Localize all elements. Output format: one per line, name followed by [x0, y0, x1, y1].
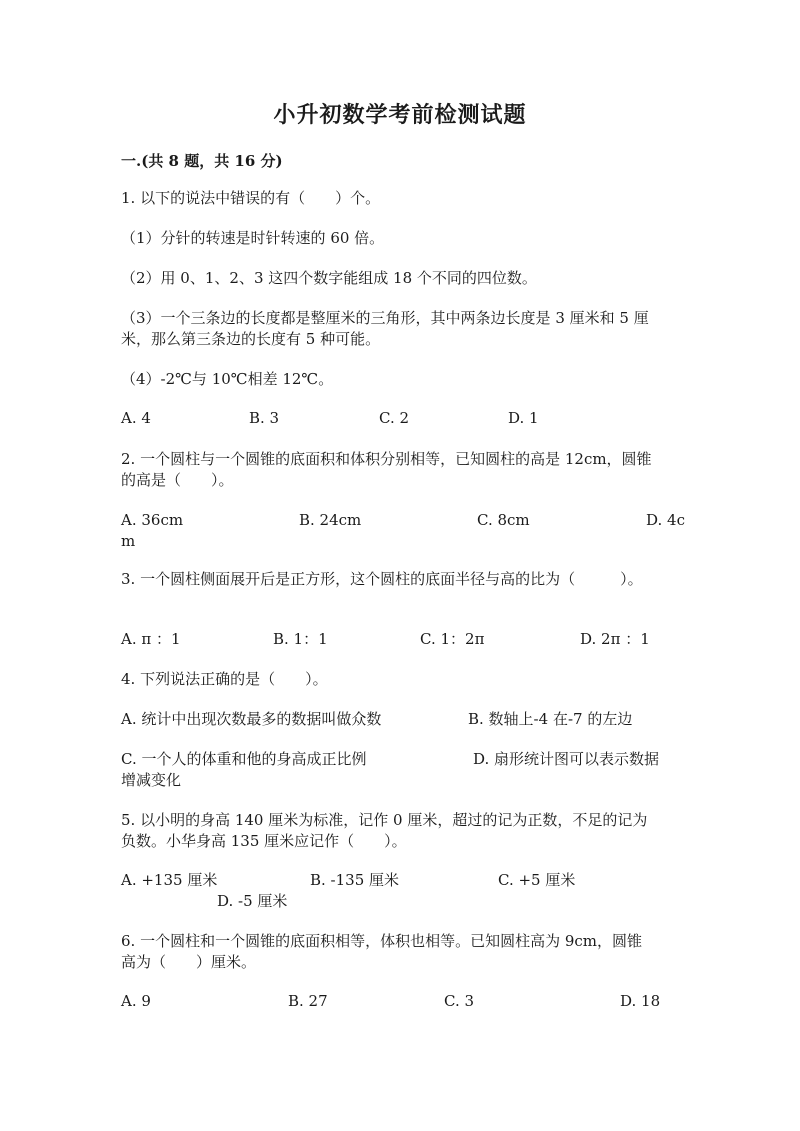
question-4-option-c: C. 一个人的体重和他的身高成正比例 — [121, 750, 367, 768]
question-1-option-d: D. 1 — [508, 409, 539, 427]
question-2-option-c: C. 8cm — [477, 511, 530, 529]
question-1-statement-1: （1）分针的转速是时针转速的 60 倍。 — [121, 229, 385, 247]
question-2-stem: 2. 一个圆柱与一个圆锥的底面积和体积分别相等，已知圆柱的高是 12cm，圆锥 — [121, 450, 652, 468]
question-3-stem: 3. 一个圆柱侧面展开后是正方形，这个圆柱的底面半径与高的比为（ ）。 — [121, 570, 643, 588]
question-2-stem-cont: 的高是（ ）。 — [121, 471, 234, 489]
question-1-statement-3-cont: 米，那么第三条边的长度有 5 种可能。 — [121, 330, 381, 348]
question-1-option-a: A. 4 — [121, 409, 151, 427]
question-2-option-b: B. 24cm — [299, 511, 362, 529]
question-6-option-d: D. 18 — [620, 992, 661, 1010]
question-5-option-c: C. +5 厘米 — [498, 871, 576, 889]
question-1-option-b: B. 3 — [249, 409, 280, 427]
page-title: 小升初数学考前检测试题 — [273, 102, 527, 128]
question-3-option-b: B. 1：1 — [273, 630, 328, 648]
question-4-option-b: B. 数轴上-4 在-7 的左边 — [468, 710, 633, 728]
question-4-option-d-wrap: 增减变化 — [121, 771, 182, 789]
question-1-option-c: C. 2 — [379, 409, 410, 427]
question-5-option-b: B. -135 厘米 — [310, 871, 400, 889]
question-2-option-d: D. 4c — [646, 511, 685, 529]
question-6-option-c: C. 3 — [444, 992, 475, 1010]
question-6-option-b: B. 27 — [288, 992, 328, 1010]
question-1-statement-3: （3）一个三条边的长度都是整厘米的三角形，其中两条边长度是 3 厘米和 5 厘 — [121, 309, 649, 327]
question-1-statement-2: （2）用 0、1、2、3 这四个数字能组成 18 个不同的四位数。 — [121, 269, 537, 287]
question-3-option-a: A. π ：1 — [121, 630, 181, 648]
question-6-stem-cont: 高为（ ）厘米。 — [121, 953, 257, 971]
question-3-option-c: C. 1：2π — [420, 630, 485, 648]
question-5-option-d: D. -5 厘米 — [217, 892, 288, 910]
question-4-stem: 4. 下列说法正确的是（ ）。 — [121, 670, 328, 688]
section-heading: 一.(共 8 题，共 16 分) — [121, 152, 283, 170]
question-5-option-a: A. +135 厘米 — [121, 871, 218, 889]
question-3-option-d: D. 2π ：1 — [580, 630, 650, 648]
question-6-option-a: A. 9 — [121, 992, 151, 1010]
question-5-stem-cont: 负数。小华身高 135 厘米应记作（ ）。 — [121, 832, 407, 850]
question-1-statement-4: （4）-2℃与 10℃相差 12℃。 — [121, 370, 334, 388]
question-5-stem: 5. 以小明的身高 140 厘米为标准，记作 0 厘米，超过的记为正数，不足的记为 — [121, 811, 648, 829]
question-1-stem: 1. 以下的说法中错误的有（ ）个。 — [121, 189, 381, 207]
question-6-stem: 6. 一个圆柱和一个圆锥的底面积相等，体积也相等。已知圆柱高为 9cm，圆锥 — [121, 932, 643, 950]
question-2-option-a: A. 36cm — [121, 511, 184, 529]
question-4-option-a: A. 统计中出现次数最多的数据叫做众数 — [121, 710, 382, 728]
question-4-option-d: D. 扇形统计图可以表示数据 — [473, 750, 660, 768]
question-2-option-d-wrap: m — [121, 532, 136, 550]
